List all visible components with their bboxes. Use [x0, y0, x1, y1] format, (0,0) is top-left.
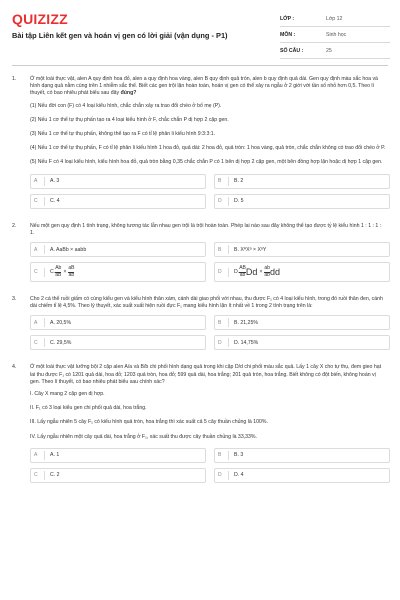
option-text: D. 5	[234, 198, 244, 205]
option-prefix: C.	[50, 269, 56, 276]
question-text	[30, 76, 386, 98]
fraction-denominator: ab	[264, 271, 270, 278]
answer-option-b[interactable]	[214, 242, 390, 257]
fraction-denominator: aB	[55, 271, 62, 278]
meta-table	[280, 11, 390, 59]
cross-sign: ×	[259, 269, 263, 276]
option-text: D. 14,75%	[234, 339, 259, 346]
answer-option-c[interactable]	[30, 468, 206, 483]
question-2	[0, 223, 400, 282]
gene-pair: dd	[269, 267, 280, 278]
genotype-fraction	[55, 266, 61, 277]
option-letter: B	[218, 177, 229, 186]
question-4	[0, 364, 400, 482]
option-letter: C	[34, 268, 45, 277]
question-text-bold: đúng?	[120, 90, 137, 97]
statement: I. Cây X mang 2 cặp gen dị hợp.	[30, 391, 105, 398]
answer-option-a[interactable]	[30, 315, 206, 330]
option-text: D. 4	[234, 472, 244, 479]
meta-key: MÔN :	[280, 31, 296, 38]
answer-options	[30, 448, 386, 483]
answer-option-b[interactable]	[214, 174, 390, 189]
meta-value: 25	[326, 47, 332, 54]
option-letter: B	[218, 245, 229, 254]
option-letter: A	[34, 245, 45, 254]
answer-option-c[interactable]	[30, 194, 206, 209]
answer-options	[30, 242, 386, 282]
question-text: Nếu một gen quy định 1 tính trạng, không tương tác lẫn nhau gen trội là trội hoàn toàn. Phép lai nào sau đây không thể tạo được tỷ lệ kiểu hình 1 : 1 : 1 : 1.	[30, 222, 382, 236]
answer-option-a[interactable]	[30, 242, 206, 257]
question-list	[0, 76, 400, 497]
answer-option-a[interactable]	[30, 448, 206, 463]
question-number: 1.	[12, 76, 17, 82]
option-text: C. 29,5%	[50, 339, 72, 346]
option-letter: C	[34, 471, 45, 480]
fraction-numerator: AB	[239, 265, 246, 272]
meta-value: Sinh học	[326, 31, 347, 38]
question-number: 3.	[12, 296, 17, 303]
meta-key: SỐ CÂU :	[280, 47, 304, 54]
meta-row-count	[280, 43, 390, 59]
answer-option-d[interactable]	[214, 335, 390, 350]
option-text: B. 3	[234, 452, 244, 459]
question-text: Ở một loài thực vật lưỡng bội 2 cặp alen A/a và B/b chi phối hình dạng quả trong khi cặp D/d chi phối màu sắc quả. Lấy 1 cây X cho tự thụ, đem gieo hạt lai thu được F₁ có 1201 quả dài, hoa đỏ; 1203 quả tròn, hoa đỏ; 599 quả dài, hoa trắng; 201 quả tròn, hoa trắng. Biết không có đột biến, không hoán vị gen. Theo lí thuyết, có bao nhiêu phát biểu sau chính xác?	[30, 364, 382, 385]
option-letter: D	[218, 197, 229, 206]
genotype-fraction	[239, 266, 246, 277]
option-text: B. 2	[234, 178, 244, 185]
meta-row-class	[280, 11, 390, 27]
option-letter: A	[34, 177, 45, 186]
meta-value: Lớp 12	[326, 15, 343, 22]
question-number: 4.	[12, 364, 17, 371]
cross-sign: ×	[63, 269, 67, 276]
statement: IV. Lấy ngẫu nhiên một cây quả dài, hoa trắng ở F₁, xác suất thu được cây thuần chủng là 33,33%.	[30, 433, 257, 440]
option-letter: A	[34, 451, 45, 460]
question-1	[0, 76, 400, 209]
question-text-main: Ở một loài thực vật, alen A quy định hoa đỏ, alen a quy định hoa vàng, alen B quy định quả tròn, alen b quy định quả dài. Gen quy định màu sắc hoa và hình dạng quả nằm cùng trên 1 nhiễm sắc thể. Biết các gen trội lặn hoàn toàn, hoán vị gen có thể xảy ra ngẫu ở 2 giới với tần số nhỏ hơn 0,5. Theo lí thuyết, có bao nhiêu phát biểu sau đây	[30, 76, 378, 97]
option-letter: C	[34, 197, 45, 206]
answer-option-a[interactable]	[30, 174, 206, 189]
meta-row-subject	[280, 27, 390, 43]
option-text: A. AaBb × aabb	[50, 246, 87, 253]
answer-option-c[interactable]	[30, 262, 206, 282]
answer-option-d[interactable]	[214, 468, 390, 483]
statement: (5) Nếu F có 4 loại kiểu hình, kiểu hình hoa đỏ, quả tròn bằng 0,35 chắc chắn P có 1 bên dị hợp 2 cặp gen, một bên đồng hợp lặn hoặc dị hợp 1 cặp gen.	[30, 159, 383, 166]
option-text: A. 1	[50, 452, 60, 459]
answer-option-d[interactable]	[214, 194, 390, 209]
genotype-fraction	[68, 266, 74, 277]
option-letter: B	[218, 451, 229, 460]
option-text: C. 2	[50, 472, 60, 479]
statement: II. F₁ có 3 loại kiểu gen chi phối quả dài, hoa trắng.	[30, 405, 147, 412]
statement: (3) Nếu 1 cơ thể tự thụ phấn, không thể tạo ra F có tỉ lệ phân li kiểu hình 9:3:3:1.	[30, 131, 216, 138]
question-3	[0, 296, 400, 350]
statement: (4) Nếu 1 cơ thể tự thụ phấn, F có tỉ lệ phân li kiểu hình 1 hoa đỏ, quả dài: 2 hoa đỏ, quả tròn: 1 hoa vàng, quả tròn, chắc chắn không có trao đổi chéo ở P.	[30, 145, 386, 152]
quizizz-logo: QUIZIZZ	[12, 11, 68, 27]
gene-pair: Dd	[245, 267, 258, 278]
question-number: 2.	[12, 222, 17, 229]
fraction-numerator: ab	[264, 265, 270, 272]
option-text: C. 4	[50, 198, 60, 205]
header-divider	[12, 65, 388, 66]
answer-option-d[interactable]	[214, 262, 390, 282]
answer-option-b[interactable]	[214, 448, 390, 463]
option-letter: D	[218, 471, 229, 480]
meta-key: LỚP :	[280, 15, 295, 22]
fraction-numerator: aB	[68, 265, 75, 272]
statement: (1) Nếu đời con (F) có 4 loại kiểu hình, chắc chắn xảy ra trao đổi chéo ở bố mẹ (P).	[30, 102, 222, 109]
answer-options	[30, 174, 386, 209]
page-title: Bài tập Liên kết gen và hoán vị gen có lời giải (vận dụng - P1)	[12, 31, 228, 40]
option-letter: D	[218, 268, 229, 277]
question-text: Cho 2 cá thể ruồi giấm có cùng kiểu gen và kiểu hình thân xám, cánh dài giao phối với nhau, thu được F₁ có 4 loại kiểu hình, trong đó ruồi thân đen, cánh dài chiếm tỉ lệ 4,5%. Theo lý thuyết, xác suất xuất hiện ruồi đực F₁ mang kiểu hình lặn ít nhất về 1 trong 2 tính trạng trên là:	[30, 296, 383, 310]
fraction-numerator: Ab	[55, 265, 62, 272]
option-letter: A	[34, 318, 45, 327]
option-prefix: D.	[234, 269, 240, 276]
option-text: A. 3	[50, 178, 60, 185]
answer-option-c[interactable]	[30, 335, 206, 350]
statement: (2) Nếu 1 cơ thể tự thụ phấn tạo ra 4 loại kiểu hình ở F, chắc chắn P dị hợp 2 cặp gen.	[30, 116, 229, 123]
option-letter: D	[218, 338, 229, 347]
option-text: A. 20,5%	[50, 319, 72, 326]
statement: III. Lấy ngẫu nhiên 5 cây F₁ có kiểu hình quả tròn, hoa trắng thì xác suất cả 5 cây thuần chủng là 100%.	[30, 419, 268, 426]
option-letter: C	[34, 338, 45, 347]
fraction-denominator: ab	[68, 271, 75, 278]
option-letter: B	[218, 318, 229, 327]
answer-options	[30, 315, 386, 350]
answer-option-b[interactable]	[214, 315, 390, 330]
fraction-denominator: ab	[239, 271, 246, 278]
option-text: B. XᴬXᵃ × XᵃY	[234, 246, 267, 253]
option-text: B. 21,25%	[234, 319, 258, 326]
